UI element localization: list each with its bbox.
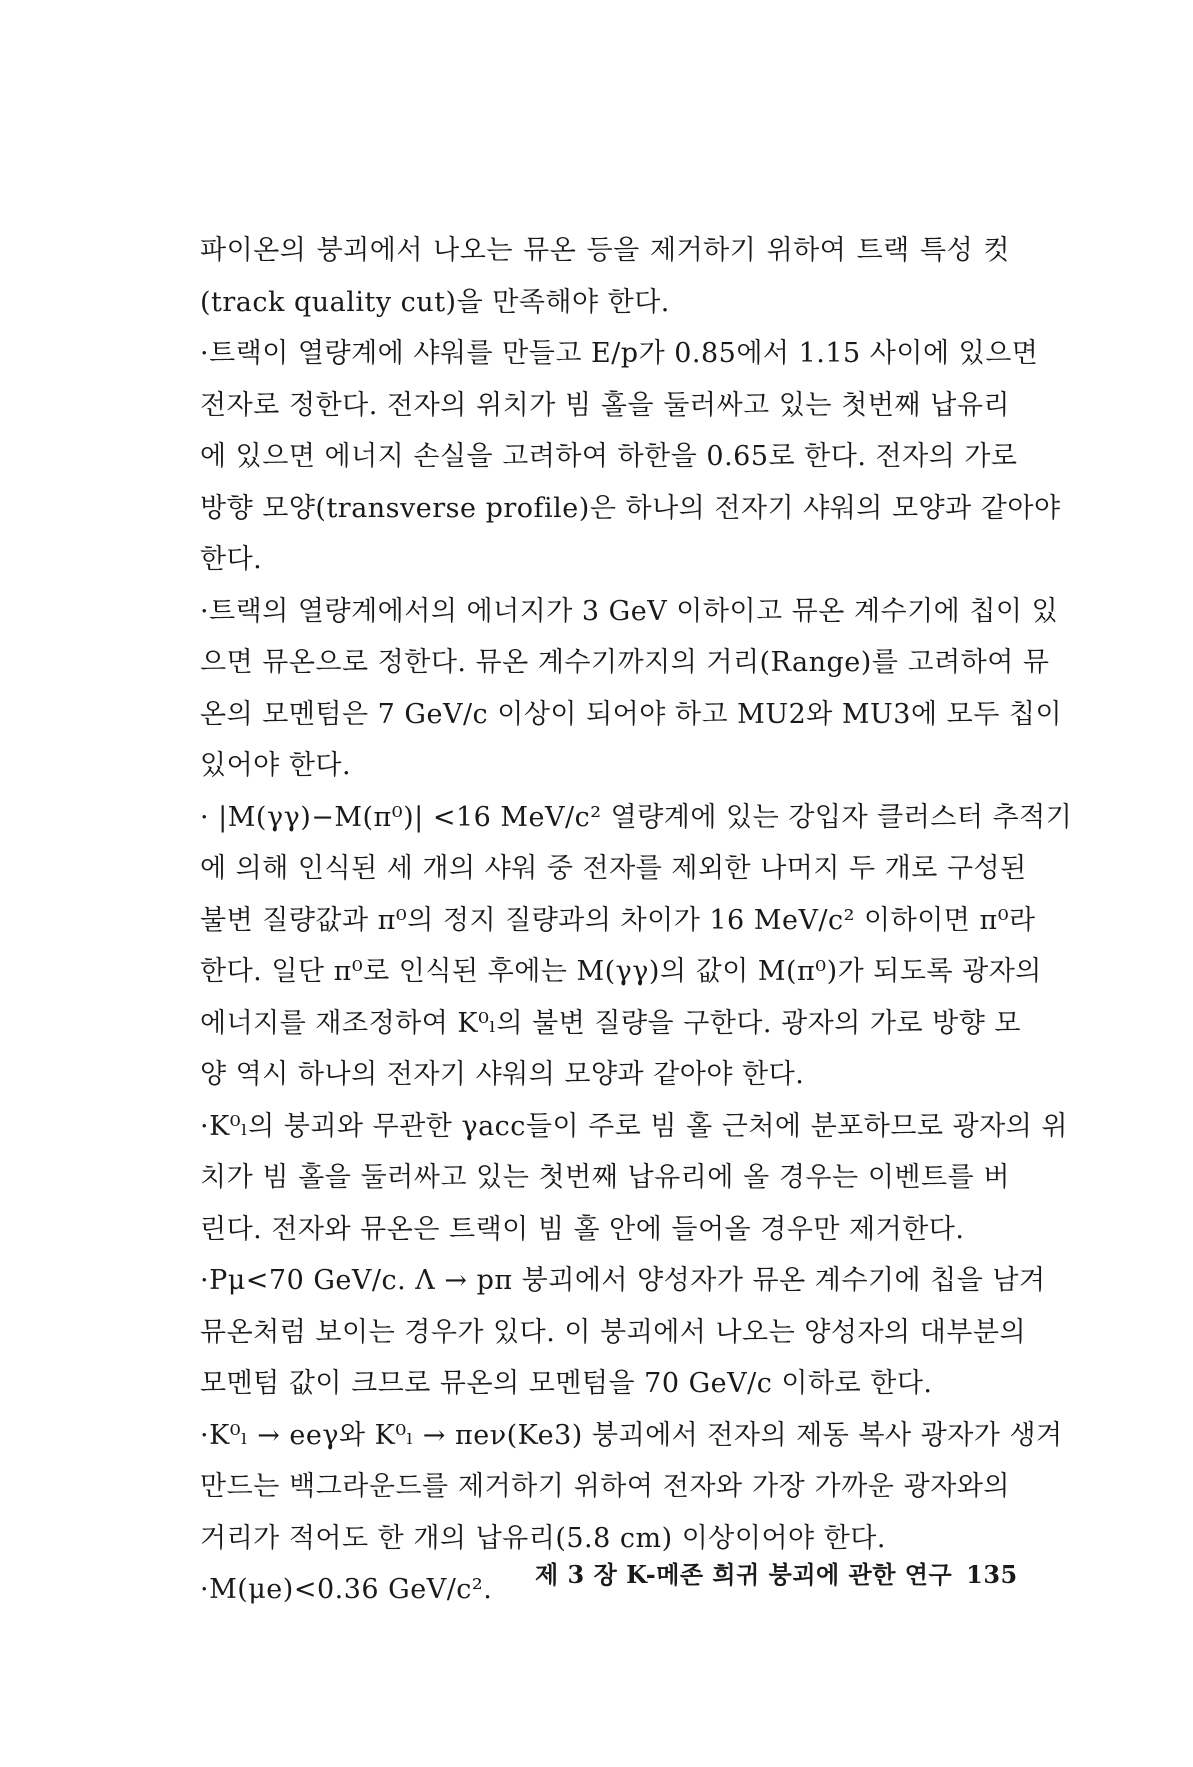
page-footer (535, 1555, 1018, 1590)
text-line: ·트랙이 열량계에 샤워를 만들고 E/p가 0.85에서 1.15 사이에 있으면 (200, 338, 1039, 369)
text-line: 전자로 정한다. 전자의 위치가 빔 홀을 둘러싸고 있는 첫번째 납유리 (200, 389, 1010, 421)
text-line: 뮤온처럼 보이는 경우가 있다. 이 붕괴에서 나오는 양성자의 대부분의 (200, 1316, 1027, 1348)
text-line: 치가 빔 홀을 둘러싸고 있는 첫번째 납유리에 올 경우는 이벤트를 버 (200, 1162, 1010, 1193)
text-line: 방향 모양(transverse profile)은 하나의 전자기 샤워의 모양과 같아야 (200, 492, 1061, 524)
text-line: ·트랙의 열량계에서의 에너지가 3 GeV 이하이고 뮤온 계수기에 칩이 있 (200, 595, 1059, 627)
text-line: ·M(μe)<0.36 GeV/c². (200, 1574, 493, 1605)
body-text (200, 225, 1073, 1616)
text-line: (track quality cut)을 만족해야 한다. (200, 286, 670, 318)
running-header-chapter-title: 제 3 장 K-메존 희귀 붕괴에 관한 연구 (535, 1560, 953, 1589)
text-line: 양 역시 하나의 전자기 샤워의 모양과 같아야 한다. (200, 1059, 805, 1090)
text-line: 에 의해 인식된 세 개의 샤워 중 전자를 제외한 나머지 두 개로 구성된 (200, 853, 1027, 884)
text-line: 에너지를 재조정하여 K⁰ₗ의 불변 질량을 구한다. 광자의 가로 방향 모 (200, 1007, 1022, 1039)
text-line: 한다. (200, 544, 263, 575)
text-line: 린다. 전자와 뮤온은 트랙이 빔 홀 안에 들어올 경우만 제거한다. (200, 1213, 965, 1245)
text-line: 거리가 적어도 한 개의 납유리(5.8 cm) 이상이어야 한다. (200, 1522, 886, 1554)
page-number: 135 (966, 1560, 1018, 1589)
text-line: 불변 질량값과 π⁰의 정지 질량과의 차이가 16 MeV/c² 이하이면 π⁰라 (200, 904, 1036, 936)
text-line: 으면 뮤온으로 정한다. 뮤온 계수기까지의 거리(Range)를 고려하여 뮤 (200, 647, 1050, 678)
text-line: 모멘텀 값이 크므로 뮤온의 모멘텀을 70 GeV/c 이하로 한다. (200, 1368, 933, 1399)
text-line: ·K⁰ₗ의 붕괴와 무관한 γacc들이 주로 빔 홀 근처에 분포하므로 광자의 위 (200, 1110, 1068, 1142)
text-line: 에 있으면 에너지 손실을 고려하여 하한을 0.65로 한다. 전자의 가로 (200, 441, 1018, 472)
text-line: ·K⁰ₗ → eeγ와 K⁰ₗ → πeν(Ke3) 붕괴에서 전자의 제동 복사 광자가 생겨 (200, 1419, 1063, 1451)
text-line: 만드는 백그라운드를 제거하기 위하여 전자와 가장 가까운 광자와의 (200, 1471, 1010, 1502)
text-line: · |M(γγ)−M(π⁰)| <16 MeV/c² 열량계에 있는 강입자 클러스터 추적기 (200, 801, 1073, 833)
text-line: 온의 모멘텀은 7 GeV/c 이상이 되어야 하고 MU2와 MU3에 모두 칩이 (200, 698, 1063, 730)
text-line: 있어야 한다. (200, 750, 352, 781)
text-line: 한다. 일단 π⁰로 인식된 후에는 M(γγ)의 값이 M(π⁰)가 되도록 광자의 (200, 956, 1042, 987)
text-line: ·Pμ<70 GeV/c. Λ → pπ 붕괴에서 양성자가 뮤온 계수기에 칩을 남겨 (200, 1265, 1046, 1296)
text-line: 파이온의 붕괴에서 나오는 뮤온 등을 제거하기 위하여 트랙 특성 컷 (200, 235, 1010, 266)
